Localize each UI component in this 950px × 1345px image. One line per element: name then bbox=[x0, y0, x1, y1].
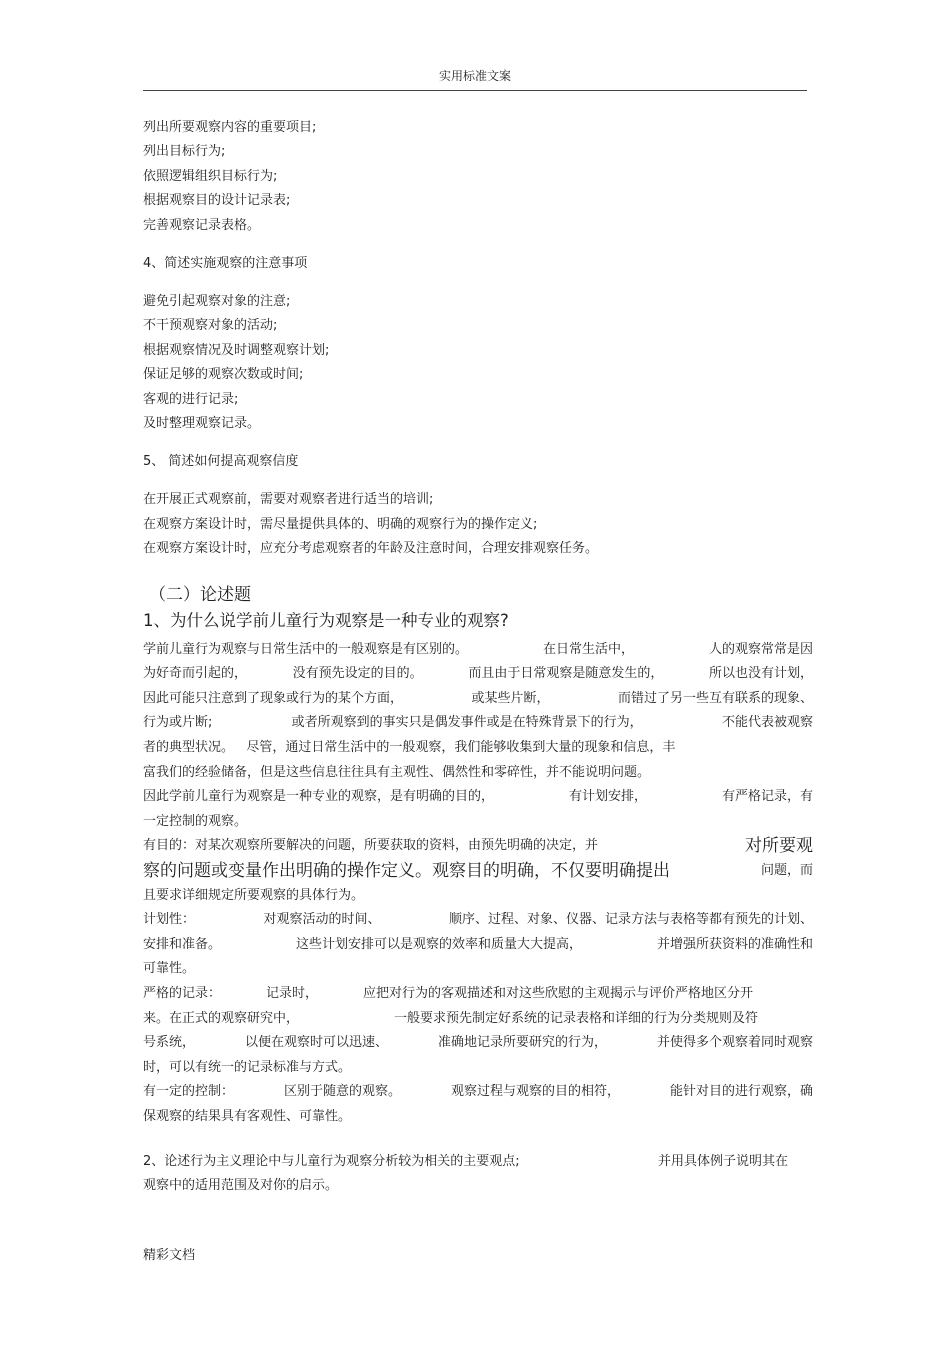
list-item: 避免引起观察对象的注意; bbox=[143, 294, 291, 310]
text-segment: 者的典型状况。 bbox=[143, 740, 235, 756]
text-segment: 2、论述行为主义理论中与儿童行为观察分析较为相关的主要观点; bbox=[143, 1153, 520, 1169]
text-segment: 因此学前儿童行为观察是一种专业的观察，是有明确的目的， bbox=[143, 789, 495, 805]
text-segment: 记录时， bbox=[265, 986, 318, 1001]
text-segment: 观察过程与观察的目的相符， bbox=[450, 1084, 620, 1100]
list-a bbox=[143, 116, 813, 238]
text-segment: 来。在正式的观察研究中， bbox=[143, 1010, 300, 1026]
paragraph-line bbox=[143, 982, 753, 1007]
list-item: 根据观察目的设计记录表; bbox=[143, 193, 291, 209]
text-segment: 准确地记录所要研究的行为， bbox=[437, 1035, 607, 1051]
text-segment: 而错过了另一些互有联系的现象、 bbox=[617, 690, 813, 706]
paragraph-line: 观察中的适用范围及对你的启示。 bbox=[143, 1178, 339, 1194]
text-segment: 尽管，通过日常生活中的一般观察，我们能够收集到大量的现象和信息，丰 bbox=[246, 740, 676, 756]
text-segment: 察的问题或变量作出明确的操作定义。观察目的明确，不仅要明确提出 bbox=[143, 861, 670, 882]
text-segment: 或者所观察到的事实只是偶发事件或是在特殊背景下的行为， bbox=[291, 715, 643, 731]
paragraph-line: 且要求详细规定所要观察的具体行为。 bbox=[143, 887, 365, 903]
text-segment: 一定控制的观察。 bbox=[143, 813, 248, 829]
page-header: 实用标准文案 bbox=[143, 62, 807, 91]
paragraph-line bbox=[143, 785, 813, 810]
text-segment: 能针对目的进行观察，确 bbox=[669, 1084, 813, 1100]
text-segment: 时，可以有统一的记录标准与方式。 bbox=[143, 1059, 352, 1075]
list-item: 及时整理观察记录。 bbox=[143, 416, 261, 432]
text-segment: 富我们的经验储备，但是这些信息往往具有主观性、偶然性和零碎性，并不能说明问题。 bbox=[143, 764, 651, 780]
paragraph-line bbox=[143, 1007, 758, 1032]
text-segment: 这些计划安排可以是观察的效率和质量大大提高， bbox=[295, 936, 582, 952]
essay-1-body bbox=[143, 638, 813, 1130]
text-segment: 计划性： bbox=[143, 912, 196, 928]
text-segment: 并使得多个观察着同时观察 bbox=[656, 1035, 813, 1051]
list-item: 依照逻辑组织目标行为; bbox=[143, 168, 278, 184]
list-item: 在开展正式观察前，需要对观察者进行适当的培训; bbox=[143, 492, 434, 508]
paragraph-line bbox=[143, 1105, 813, 1130]
text-segment: 行为或片断; bbox=[143, 715, 213, 731]
text-segment: 号系统， bbox=[143, 1035, 196, 1051]
paragraph-line bbox=[143, 859, 813, 884]
text-segment: 因此可能只注意到了现象或行为的某个方面， bbox=[143, 690, 404, 706]
text-segment: 并增强所获资料的准确性和 bbox=[656, 936, 813, 952]
paragraph-line bbox=[143, 1031, 813, 1056]
paragraph-line bbox=[143, 1080, 813, 1105]
essay-1-title: 1、为什么说学前儿童行为观察是一种专业的观察? bbox=[143, 610, 509, 630]
document-body bbox=[143, 116, 813, 1199]
paragraph-line bbox=[143, 736, 813, 761]
text-segment: 顺序、过程、对象、仪器、记录方法与表格等都有预先的计划、 bbox=[448, 912, 813, 928]
paragraph-line bbox=[143, 711, 813, 736]
list-item: 在观察方案设计时，需尽量提供具体的、明确的观察行为的操作定义; bbox=[143, 516, 538, 532]
text-segment: 在日常生活中， bbox=[542, 641, 634, 657]
text-segment: 人的观察常常是因 bbox=[708, 641, 813, 657]
text-segment: 一般要求预先制定好系统的记录表格和详细的行为分类规则及符 bbox=[393, 1010, 758, 1026]
paragraph-line bbox=[143, 1056, 813, 1081]
text-segment: 区别于随意的观察。 bbox=[283, 1084, 401, 1100]
list-item: 不干预观察对象的活动; bbox=[143, 318, 278, 334]
list-item: 完善观察记录表格。 bbox=[143, 217, 261, 233]
text-segment: 或某些片断， bbox=[471, 690, 550, 706]
question-5-title: 5、 简述如何提高观察信度 bbox=[143, 454, 299, 470]
text-segment: 而且由于日常观察是随意发生的， bbox=[468, 666, 664, 682]
paragraph-line bbox=[143, 933, 813, 958]
paragraph-line bbox=[143, 638, 813, 663]
list-item: 保证足够的观察次数或时间; bbox=[143, 367, 304, 383]
essay-2 bbox=[143, 1150, 813, 1199]
text-segment: 学前儿童行为观察与日常生活中的一般观察是有区别的。 bbox=[143, 641, 469, 657]
text-segment: 并用具体例子说明其在 bbox=[657, 1153, 788, 1169]
question-4-title: 4、简述实施观察的注意事项 bbox=[143, 256, 308, 272]
paragraph-line bbox=[143, 761, 813, 786]
paragraph-line bbox=[143, 957, 813, 982]
text-segment: 应把对行为的客观描述和对这些欣慰的主观揭示与评价严格地区分开 bbox=[362, 986, 753, 1001]
text-segment: 安排和准备。 bbox=[143, 936, 222, 952]
text-segment: 保观察的结果具有客观性、可靠性。 bbox=[143, 1108, 352, 1124]
paragraph-line bbox=[143, 687, 813, 712]
page-footer: 精彩文档 bbox=[143, 1248, 196, 1263]
text-segment: 严格的记录： bbox=[143, 986, 222, 1001]
section-title: （二）论述题 bbox=[149, 584, 251, 605]
text-segment: 对观察活动的时间、 bbox=[263, 912, 381, 928]
paragraph-line bbox=[143, 662, 813, 687]
paragraph-line bbox=[143, 908, 813, 933]
text-segment: 为好奇而引起的， bbox=[143, 666, 248, 682]
paragraph-line bbox=[143, 834, 813, 859]
text-segment: 以便在观察时可以迅速、 bbox=[244, 1035, 388, 1051]
text-segment: 有计划安排， bbox=[568, 789, 647, 805]
text-segment: 问题，而 bbox=[760, 863, 813, 879]
question-5-list bbox=[143, 488, 813, 561]
text-segment: 有目的：对某次观察所要解决的问题，所要获取的资料，由预先明确的决定，并 bbox=[143, 838, 599, 854]
essay-2-title bbox=[143, 1150, 788, 1175]
list-item: 列出目标行为; bbox=[143, 144, 226, 160]
list-item: 根据观察情况及时调整观察计划; bbox=[143, 342, 330, 358]
text-segment: 不能代表被观察 bbox=[721, 715, 813, 731]
list-item: 客观的进行记录; bbox=[143, 391, 239, 407]
list-item: 列出所要观察内容的重要项目; bbox=[143, 120, 317, 135]
text-segment: 有一定的控制： bbox=[143, 1084, 235, 1100]
question-4-list bbox=[143, 290, 813, 436]
paragraph-line bbox=[143, 810, 813, 835]
text-segment: 所以也没有计划， bbox=[708, 666, 813, 682]
text-segment: 没有预先设定的目的。 bbox=[292, 666, 423, 682]
text-segment: 有严格记录，有 bbox=[721, 789, 813, 805]
text-segment: 可靠性。 bbox=[143, 961, 196, 977]
text-segment: 对所要观 bbox=[745, 836, 813, 857]
list-item: 在观察方案设计时，应充分考虑观察者的年龄及注意时间，合理安排观察任务。 bbox=[143, 541, 599, 557]
